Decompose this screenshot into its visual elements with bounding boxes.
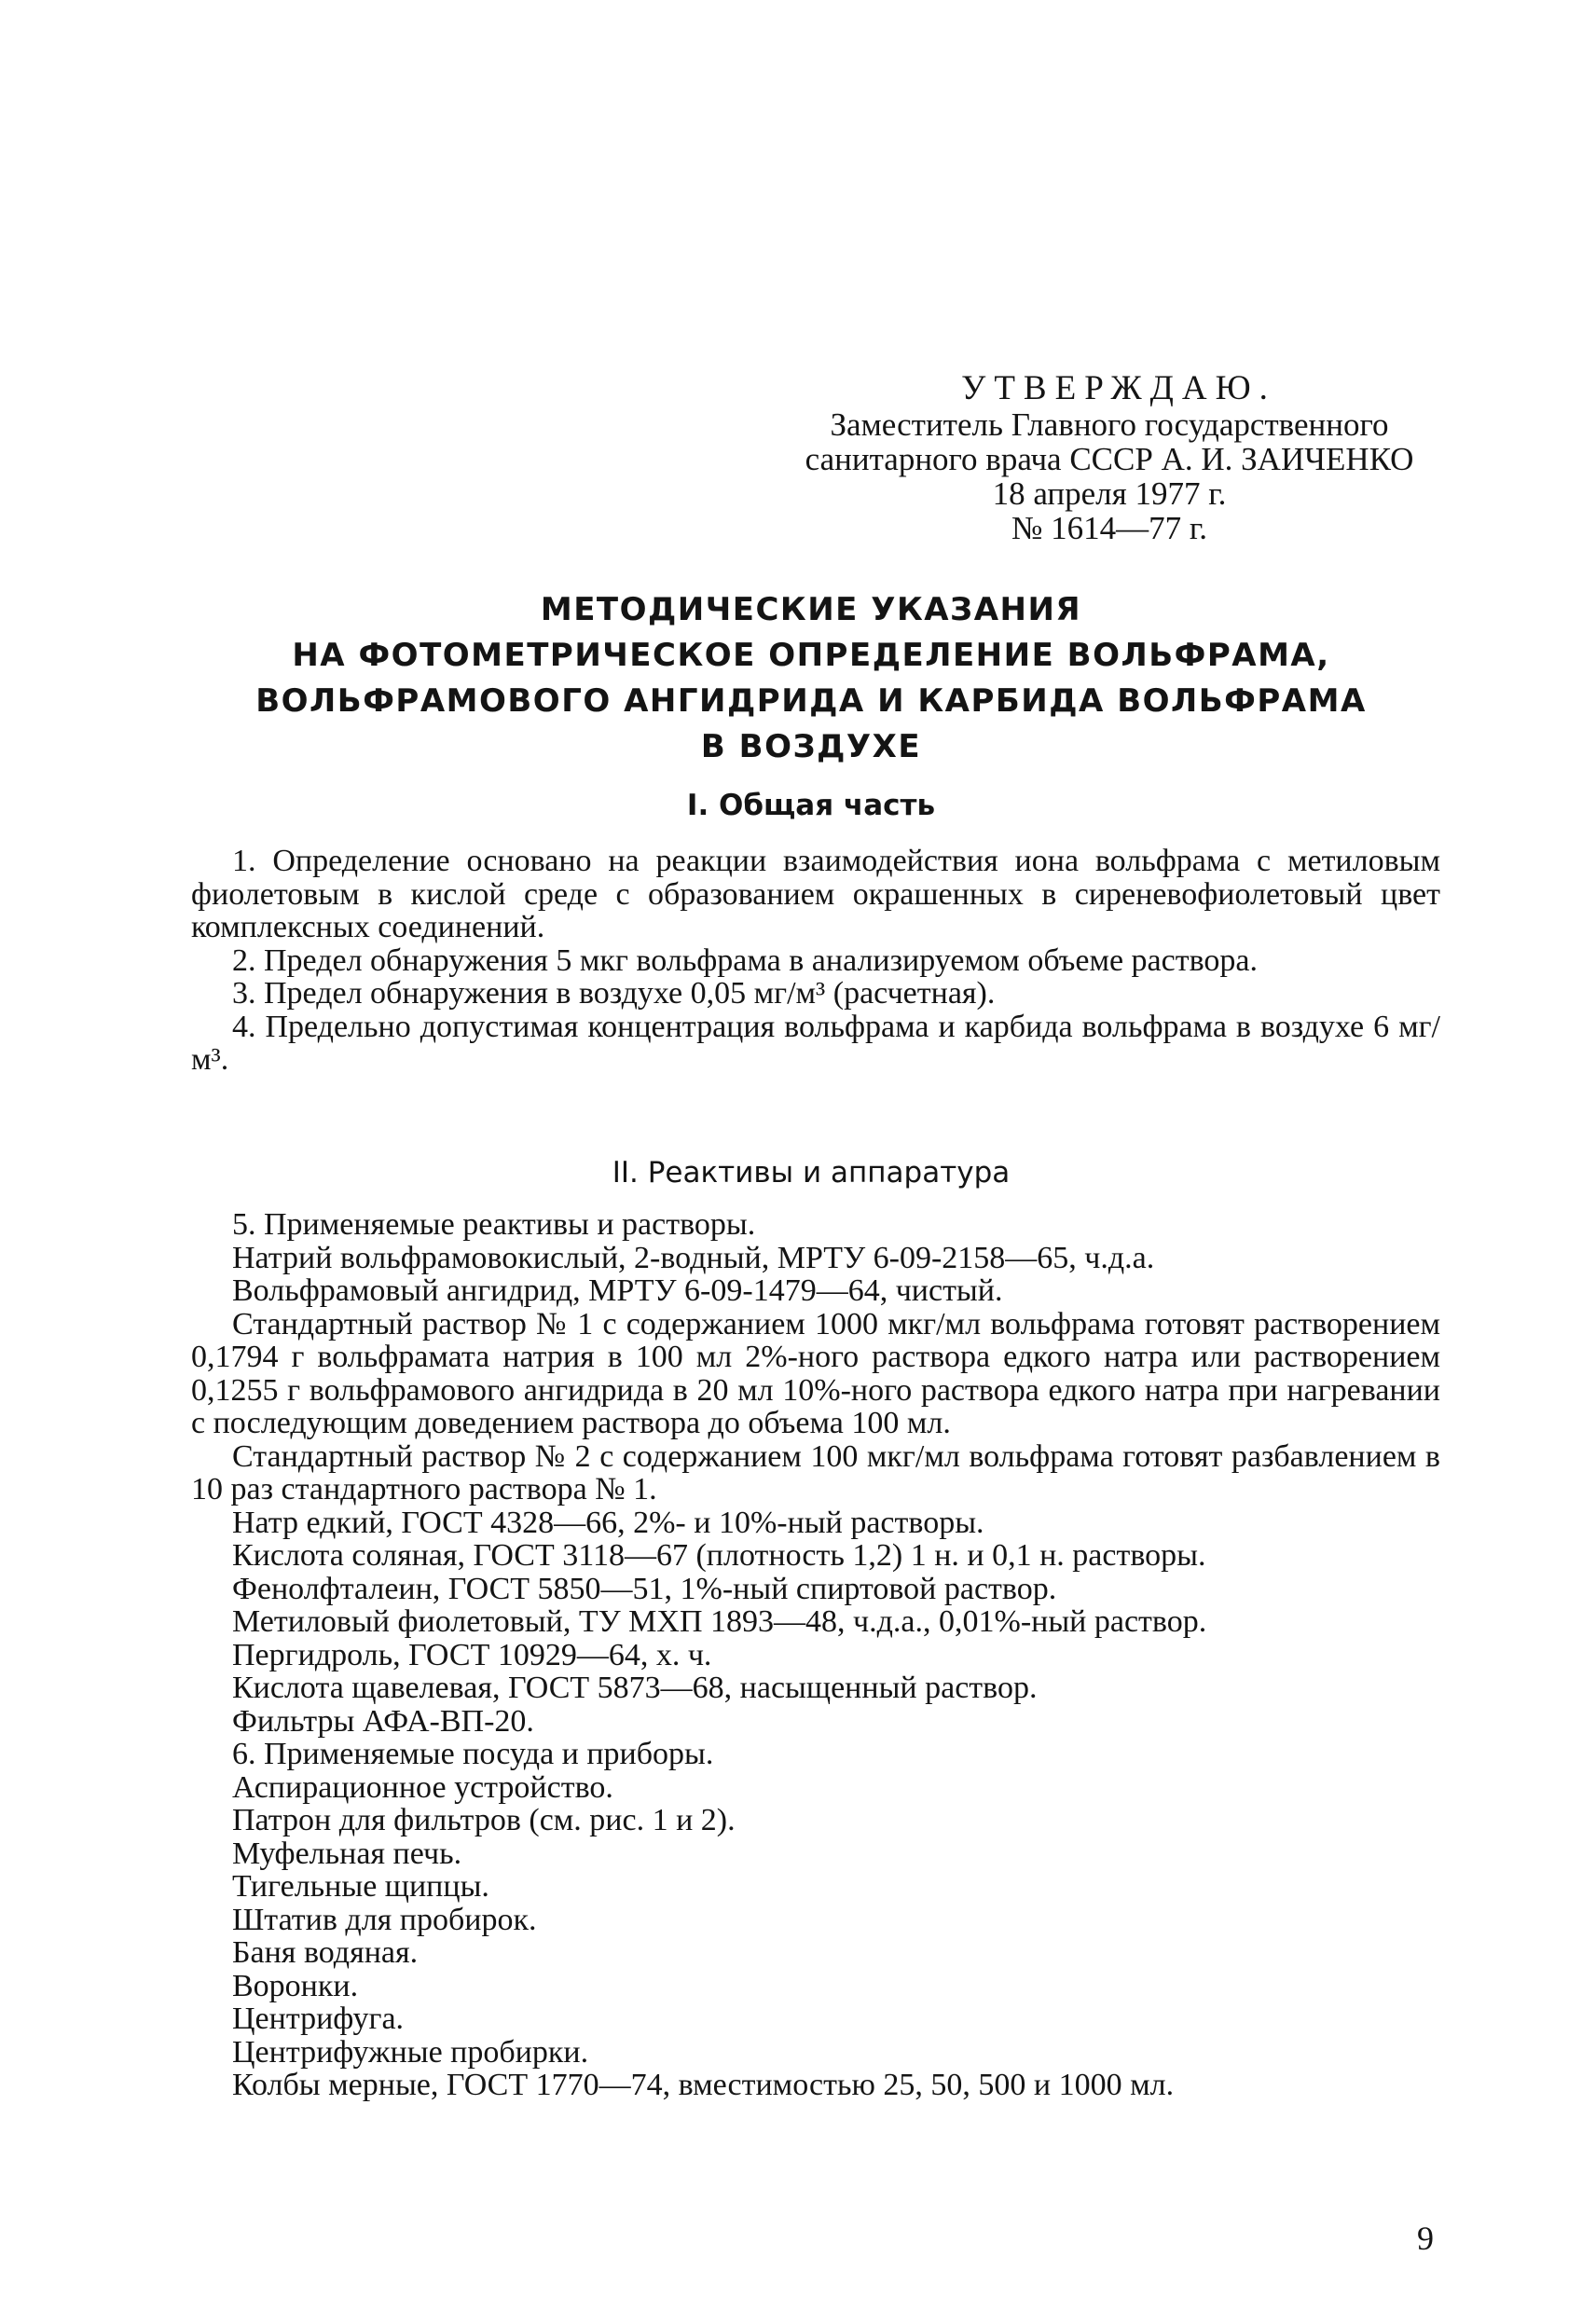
section-reagents-body (191, 1208, 1440, 2102)
approval-word: УТВЕРЖДАЮ. (961, 369, 1276, 407)
list-item: 6. Применяемые посуда и приборы. (232, 1737, 714, 1771)
list-item: Воронки. (232, 1968, 359, 2003)
page-number: 9 (1417, 2220, 1434, 2257)
paragraph-2: 2. Предел обнаружения 5 мкг вольфрама в анализируемом объеме раствора. (232, 942, 1259, 978)
title-line-1: МЕТОДИЧЕСКИЕ УКАЗАНИЯ (540, 591, 1082, 628)
list-item: Тигельные щипцы. (232, 1869, 489, 1904)
approval-stamp-block (746, 371, 1473, 545)
section-heading-reagents: II. Реактивы и аппаратура (612, 1156, 1011, 1190)
standard-solution-2: Стандартный раствор № 2 с содержанием 100 мкг/мл вольфрама готовят разбавлением в 10 раз стандартного раствора № 1. (191, 1438, 1440, 1506)
section-general-body (191, 845, 1440, 1077)
standard-solution-1: Стандартный раствор № 1 с содержанием 1000 мкг/мл вольфрама готовят растворением 0,1794 г вольфрамата натрия в 100 мл 2%-ного раствора едкого натра или растворением 0,1255 г вольфрамового ангидрида в 20 мл 10%-ного раствора едкого натра при нагревании с последующим доведением раствора до объема 100 мл. (191, 1306, 1440, 1440)
list-item: Кислота щавелевая, ГОСТ 5873—68, насыщенный раствор. (232, 1671, 1038, 1705)
list-item: Центрифужные пробирки. (232, 2034, 589, 2070)
title-line-4: В ВОЗДУХЕ (700, 728, 922, 765)
approval-line-position: Заместитель Главного государственного (830, 406, 1389, 443)
list-item: 5. Применяемые реактивы и растворы. (232, 1207, 756, 1242)
list-item: Кислота соляная, ГОСТ 3118—67 (плотность 1,2) 1 н. и 0,1 н. растворы. (232, 1538, 1206, 1573)
approval-date: 18 апреля 1977 г. (992, 475, 1227, 512)
list-item: Метиловый фиолетовый, ТУ МХП 1893—48, ч.д.а., 0,01%-ный раствор. (232, 1604, 1207, 1639)
list-item: Баня водяная. (232, 1935, 419, 1970)
title-line-2: НА ФОТОМЕТРИЧЕСКОЕ ОПРЕДЕЛЕНИЕ ВОЛЬФРАМА, (292, 637, 1330, 674)
list-item: Вольфрамовый ангидрид, МРТУ 6-09-1479—64, чистый. (232, 1273, 1003, 1308)
document-title (186, 587, 1436, 770)
paragraph-4: 4. Предельно допустимая концентрация вольфрама и карбида вольфрама в воздухе 6 мг/м³. (191, 1009, 1440, 1077)
approval-line-signatory: санитарного врача СССР А. И. ЗАИЧЕНКО (805, 441, 1414, 477)
list-item: Натрий вольфрамовокислый, 2-водный, МРТУ 6-09-2158—65, ч.д.а. (232, 1240, 1155, 1275)
approval-number: № 1614—77 г. (1011, 510, 1208, 546)
list-item: Центрифуга. (232, 2001, 405, 2036)
list-item: Колбы мерные, ГОСТ 1770—74, вместимостью 25, 50, 500 и 1000 мл. (232, 2068, 1175, 2102)
title-line-3: ВОЛЬФРАМОВОГО АНГИДРИДА И КАРБИДА ВОЛЬФРАМА (255, 682, 1367, 720)
section-heading-general: I. Общая часть (686, 789, 936, 822)
list-item: Пергидроль, ГОСТ 10929—64, х. ч. (232, 1637, 712, 1672)
list-item: Фильтры АФА-ВП-20. (232, 1703, 534, 1739)
paragraph-3: 3. Предел обнаружения в воздухе 0,05 мг/м³ (расчетная). (232, 976, 996, 1011)
list-item: Штатив для пробирок. (232, 1902, 537, 1937)
list-item: Аспирационное устройство. (232, 1769, 613, 1805)
list-item: Фенолфталеин, ГОСТ 5850—51, 1%-ный спиртовой раствор. (232, 1571, 1057, 1606)
paragraph-1: 1. Определение основано на реакции взаимодействия иона вольфрама с метиловым фиолетовым в кислой среде с образованием окрашенных в сиреневофиолетовый цвет комплексных соединений. (191, 844, 1440, 944)
list-item: Муфельная печь. (232, 1836, 462, 1871)
list-item: Патрон для фильтров (см. рис. 1 и 2). (232, 1803, 736, 1837)
list-item: Натр едкий, ГОСТ 4328—66, 2%- и 10%-ный растворы. (232, 1505, 984, 1540)
